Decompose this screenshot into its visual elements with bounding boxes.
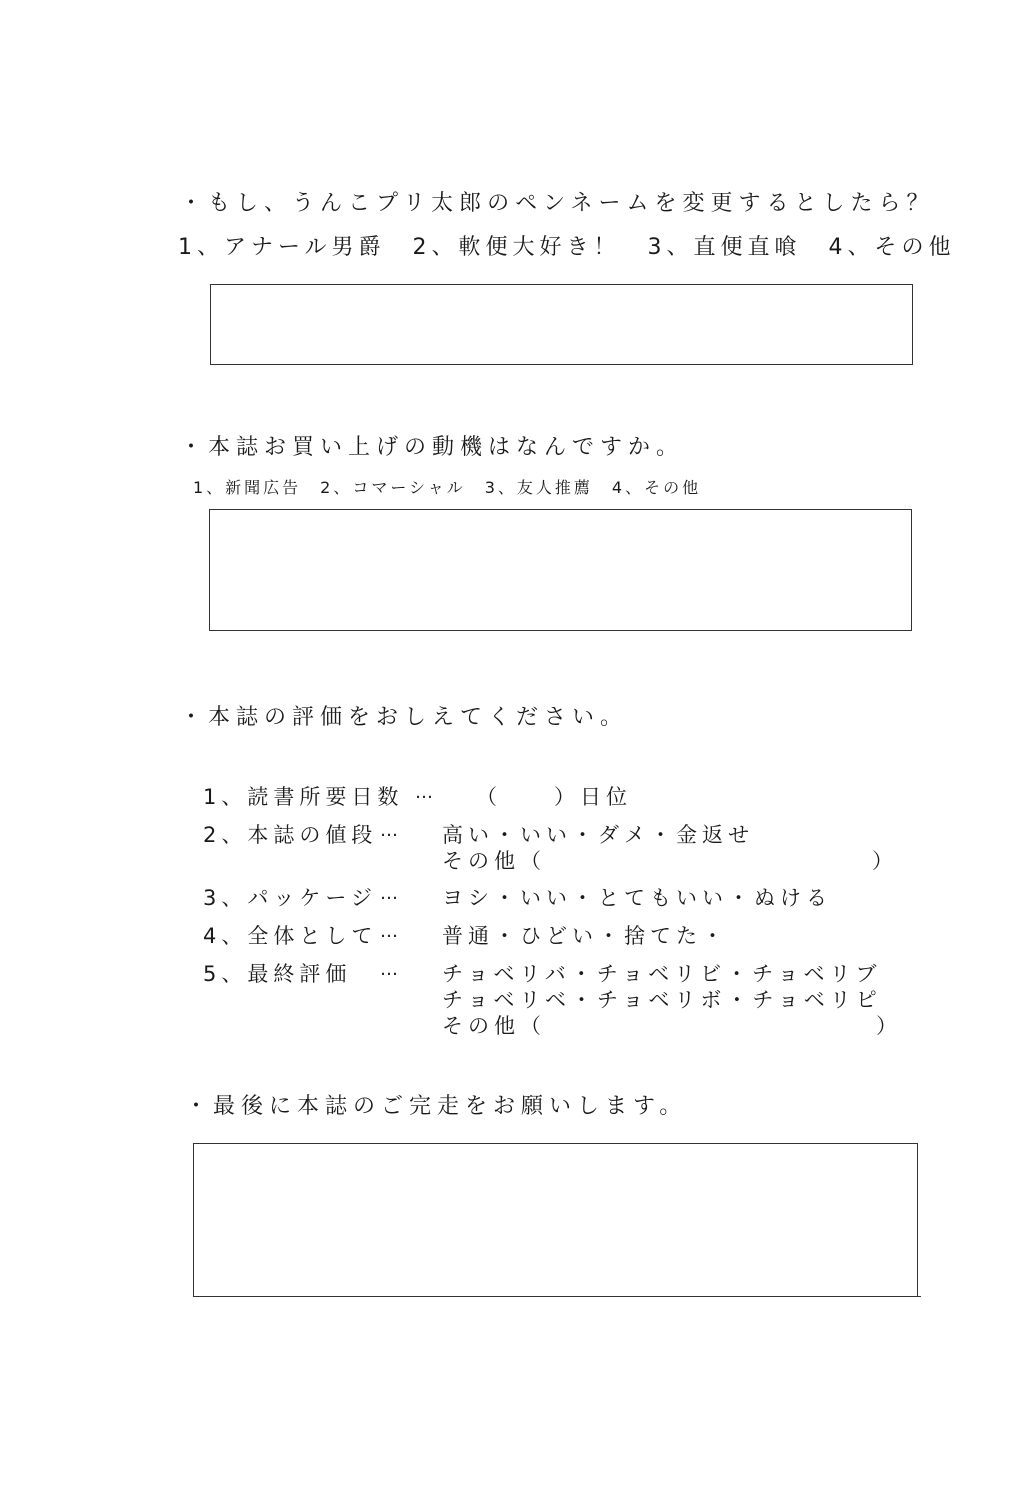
question-1: ・もし、うんこプリ太郎のペンネームを変更するとしたら？ bbox=[180, 191, 935, 216]
rating-value-5[interactable]: チョベリバ・チョベリビ・チョベリブ bbox=[442, 962, 882, 986]
answer-box-4[interactable] bbox=[193, 1143, 918, 1296]
rating-value-3[interactable]: ヨシ・いい・とてもいい・ぬける bbox=[442, 886, 832, 910]
answer-box-1[interactable] bbox=[210, 284, 913, 365]
rating-value-2-other[interactable]: その他（ bbox=[442, 849, 546, 873]
rating-value-4[interactable]: 普通・ひどい・捨てた・ bbox=[442, 924, 728, 948]
rating-dots-2: … bbox=[380, 820, 400, 841]
question-2: ・本誌お買い上げの動機はなんですか。 bbox=[180, 435, 685, 460]
rating-value-2[interactable]: 高い・いい・ダメ・金返せ bbox=[442, 823, 754, 847]
answer-box-4-bottom-line bbox=[193, 1296, 921, 1297]
question-3: ・本誌の評価をおしえてください。 bbox=[180, 705, 629, 730]
rating-value-2-close: ） bbox=[872, 849, 893, 873]
question-1-choices: 1、アナール男爵 2、軟便大好き！ 3、直便直喰 4、その他 bbox=[178, 235, 956, 260]
rating-label-1: 1、読書所要日数 bbox=[203, 785, 404, 809]
rating-dots-1: … bbox=[415, 782, 435, 803]
question-2-choices: 1、新聞広告 2、コマーシャル 3、友人推薦 4、その他 bbox=[193, 478, 702, 497]
rating-dots-5: … bbox=[380, 959, 400, 980]
rating-label-2: 2、本誌の値段 bbox=[203, 823, 378, 847]
rating-value-5-other[interactable]: その他（ bbox=[442, 1014, 546, 1038]
rating-dots-4: … bbox=[380, 921, 400, 942]
question-4: ・最後に本誌のご完走をお願いします。 bbox=[185, 1094, 688, 1119]
answer-box-2[interactable] bbox=[209, 509, 912, 631]
rating-value-1[interactable]: （ ）日位 bbox=[476, 785, 632, 809]
rating-dots-3: … bbox=[380, 883, 400, 904]
rating-label-4: 4、全体として bbox=[203, 924, 378, 948]
rating-label-3: 3、パッケージ bbox=[203, 886, 377, 910]
rating-value-5-line2[interactable]: チョベリベ・チョベリボ・チョベリピ bbox=[442, 988, 882, 1012]
rating-label-5: 5、最終評価 bbox=[203, 962, 352, 986]
rating-value-5-close: ） bbox=[876, 1014, 897, 1038]
